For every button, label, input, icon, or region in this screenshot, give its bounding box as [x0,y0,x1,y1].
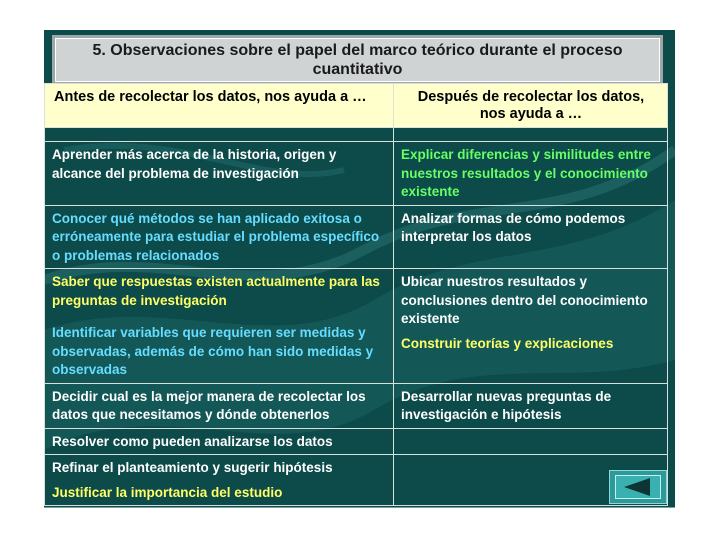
slide-title: 5. Observaciones sobre el papel del marco teórico durante el proceso cuantitativo [92,42,623,78]
cell-text: Explicar diferencias y similitudes entre nuestros resultados y el conocimiento existente [401,147,651,199]
cell-text: Resolver como pueden analizarse los datos [52,433,333,449]
before-cell [45,269,394,384]
slide [44,30,675,507]
after-cell [394,205,668,269]
table-row [45,269,668,384]
cell-text: Aprender más acerca de la historia, origen y alcance del problema de investigación [52,147,337,181]
table-row [45,142,668,206]
observations-table [44,83,668,506]
header-before-collection: Antes de recolectar los datos, nos ayuda a … [45,84,394,128]
before-cell [45,142,394,206]
header-after-collection: Después de recolectar los datos, nos ayuda a … [394,84,668,128]
cell-text: Decidir cual es la mejor manera de recolectar los datos que necesitamos y dónde obtenerlos [52,388,366,422]
after-cell [394,383,668,428]
cell-text: Construir teorías y explicaciones [401,335,614,351]
before-cell [45,428,394,455]
cell-text: Identificar variables que requieren ser medidas y observadas, además de cómo han sido medidas y observadas [52,325,374,377]
cell-text: Justificar la importancia del estudio [52,484,283,500]
back-triangle-icon [616,476,660,498]
table-row [45,455,668,506]
table-header-row [45,84,668,128]
before-cell [45,455,394,506]
cell-text: Desarrollar nuevas preguntas de investigación e hipótesis [401,388,612,422]
after-cell [394,142,668,206]
before-cell [45,205,394,269]
table-row [45,428,668,455]
cell-text: Refinar el planteamiento y sugerir hipótesis [52,460,333,475]
table-gap-row [45,128,668,142]
slide-bottom-rule [44,507,675,508]
cell-text: Ubicar nuestros resultados y conclusiones dentro del conocimiento existente [401,274,648,326]
cell-text: Analizar formas de cómo podemos interpretar los datos [401,210,626,244]
table-row [45,383,668,428]
cell-text: Saber que respuestas existen actualmente para las preguntas de investigación [52,274,380,308]
back-nav-button[interactable] [609,470,667,504]
after-cell [394,269,668,384]
before-cell [45,383,394,428]
after-cell [394,428,668,455]
table-row [45,205,668,269]
slide-title-box [52,35,663,85]
cell-text: Conocer qué métodos se han aplicado exitosa o erróneamente para estudiar el problema específico o problemas relacionados [52,210,380,263]
